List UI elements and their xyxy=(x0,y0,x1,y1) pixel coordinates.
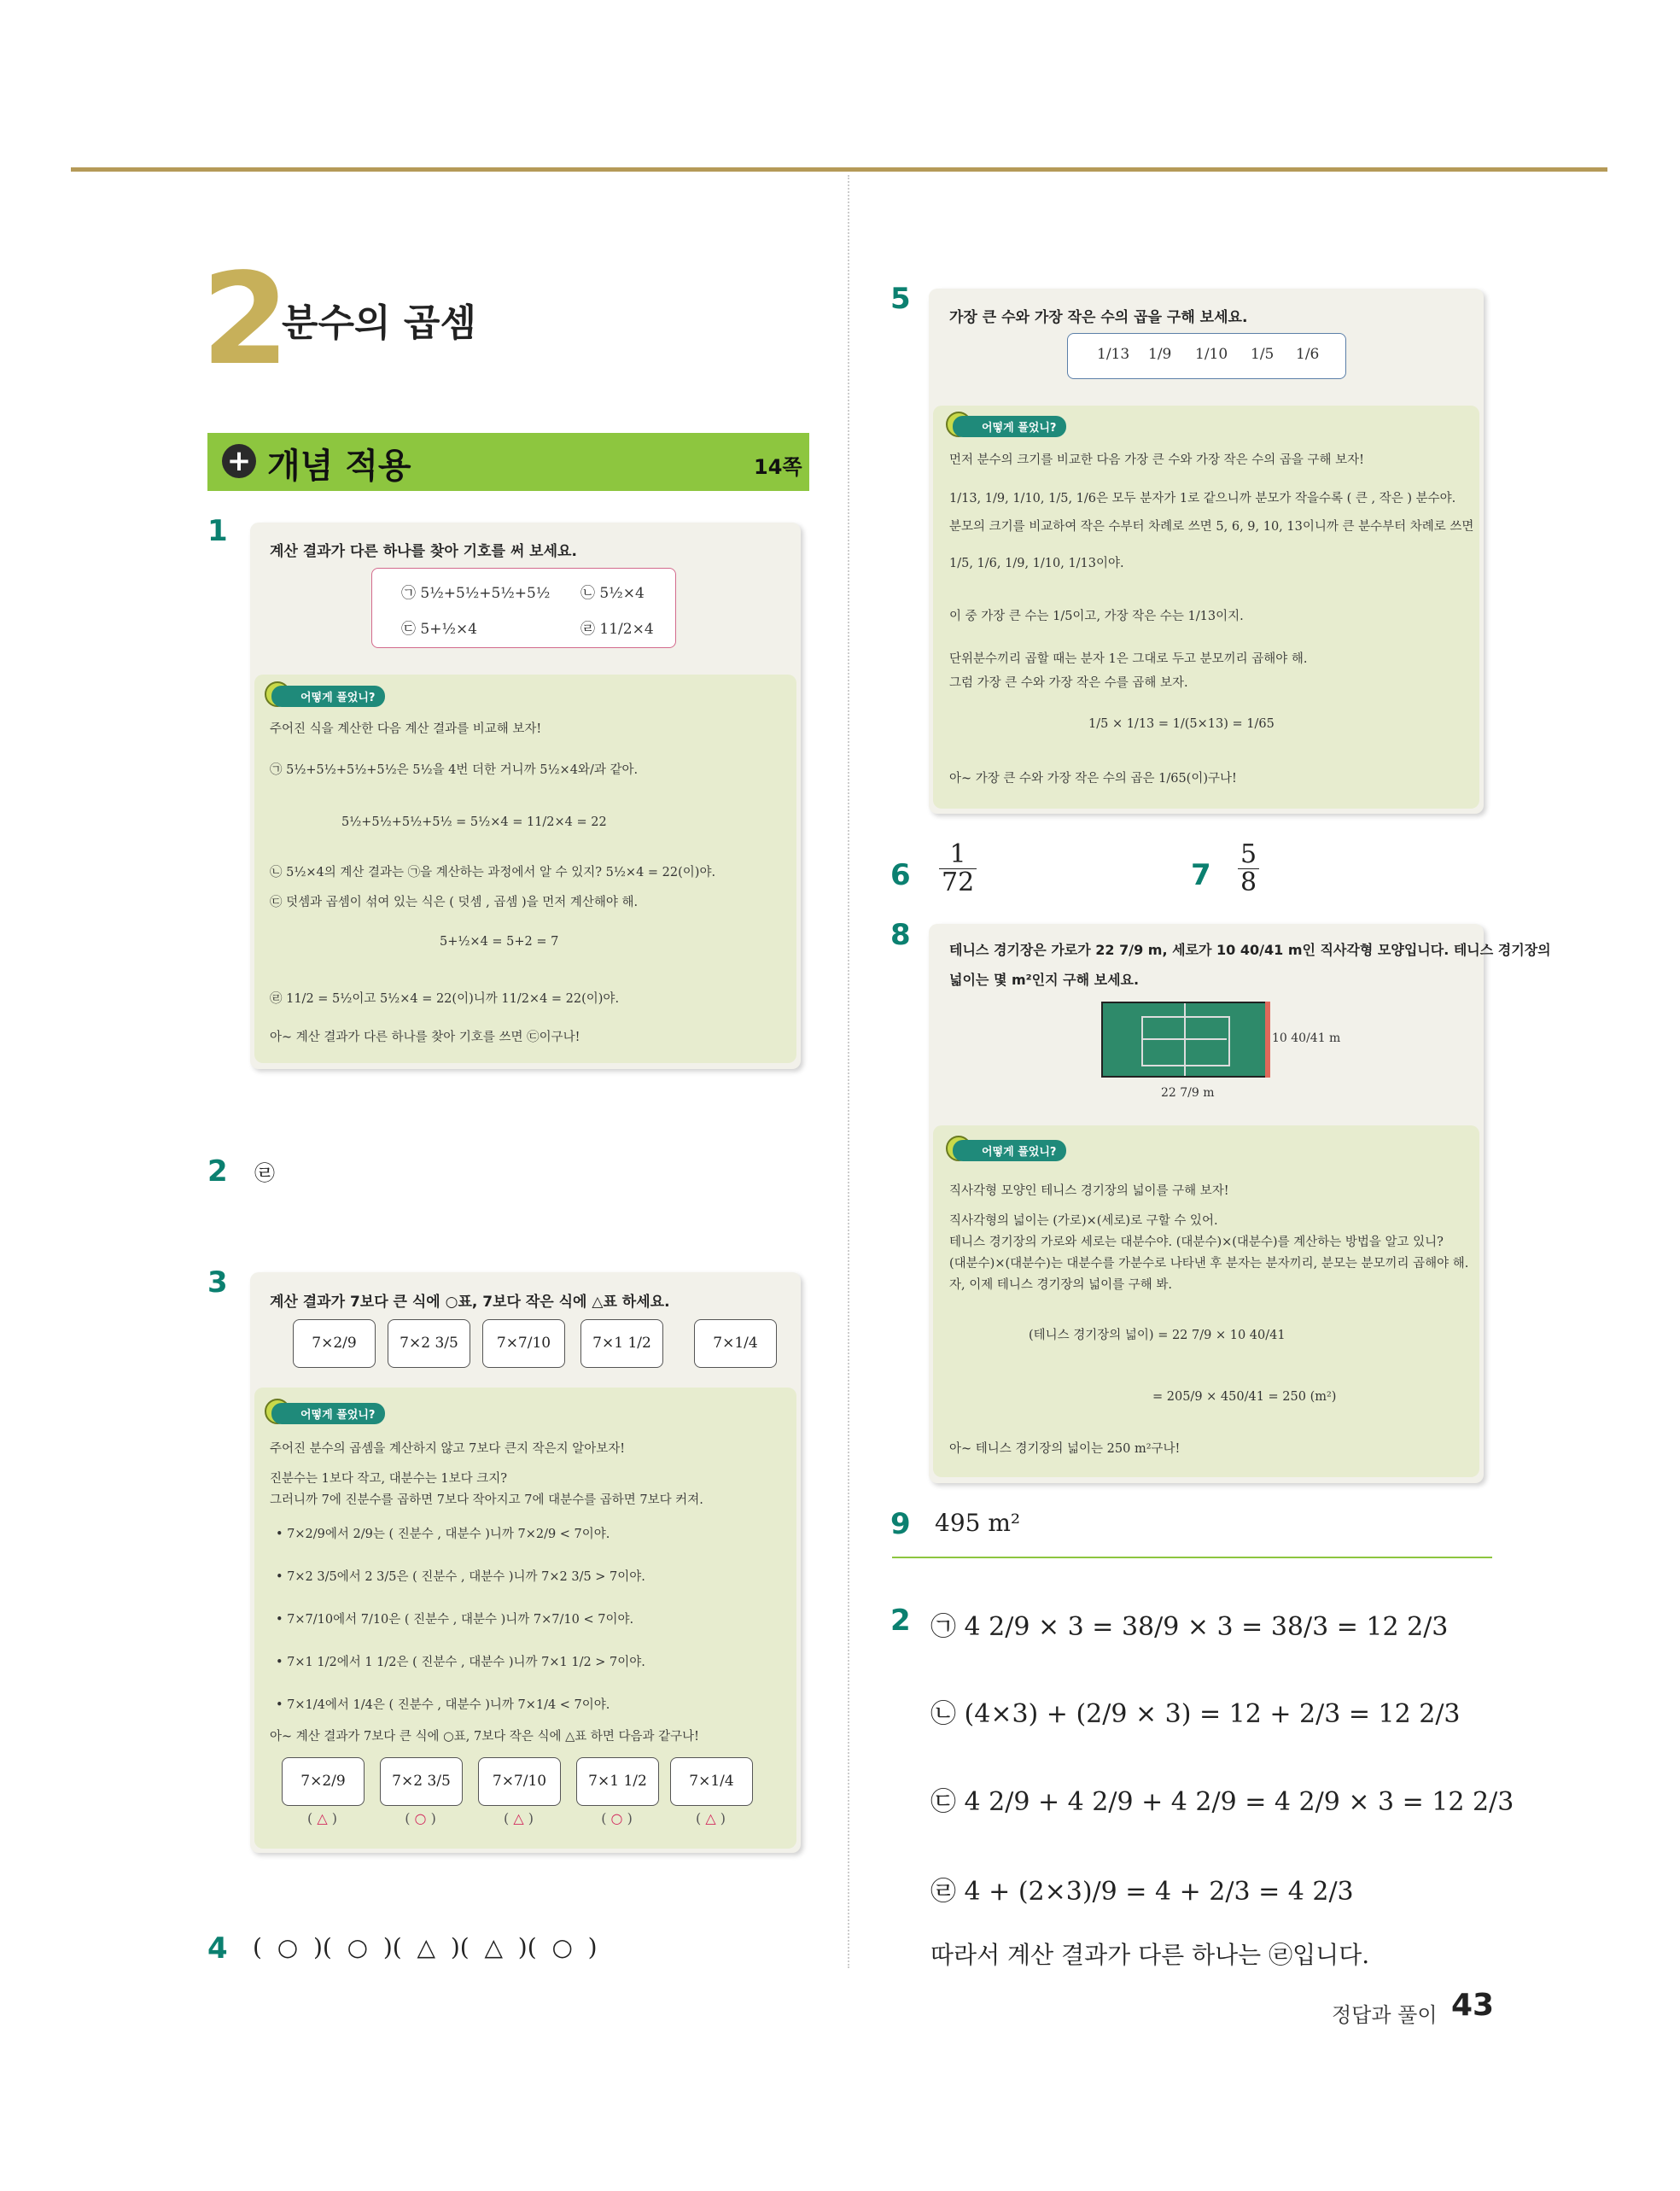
worked-line-b: ㉡ (4×3) + (2/9 × 3) = 12 + 2/3 = 12 2/3 xyxy=(930,1699,1461,1729)
expr-box: 7×1 1/2 xyxy=(580,1319,663,1368)
expr-box: 7×2/9 xyxy=(293,1319,376,1368)
solution-line: ㉣ 11/2 = 5½이고 5½×4 = 22(이)니까 11/2×4 = 22(이)야. xyxy=(270,992,620,1006)
solution-line: 진분수는 1보다 작고, 대분수는 1보다 크지? xyxy=(270,1472,507,1486)
choice-c: ㉢ 5+½×4 xyxy=(401,621,478,638)
chapter-title: 분수의 곱셈 xyxy=(282,301,476,345)
worked-line-d: ㉣ 4 + (2×3)/9 = 4 + 2/3 = 4 2/3 xyxy=(930,1877,1354,1907)
solution-line: 1/13, 1/9, 1/10, 1/5, 1/6은 모두 분자가 1로 같으니까 분모가 작을수록 ( 큰 , 작은 ) 분수야. xyxy=(949,492,1456,505)
solution-line: 아~ 테니스 경기장의 넓이는 250 m²구나! xyxy=(949,1442,1181,1456)
solution-line: 1/5 × 1/13 = 1/(5×13) = 1/65 xyxy=(1088,717,1275,731)
expr-box: 7×7/10 xyxy=(478,1757,561,1806)
how-badge: 어떻게 풀었니? xyxy=(271,1403,385,1424)
expr-box: 7×7/10 xyxy=(482,1319,565,1368)
separator-line xyxy=(892,1557,1492,1558)
solution-line: 5+½×4 = 5+2 = 7 xyxy=(440,935,559,949)
solution-line: = 205/9 × 450/41 = 250 (m²) xyxy=(1152,1390,1337,1404)
problem-6-answer: $\frac{1}{72}$ xyxy=(939,841,977,896)
expr-box: 7×2 3/5 xyxy=(380,1757,463,1806)
solution-line: 단위분수끼리 곱할 때는 분자 1은 그대로 두고 분모끼리 곱해야 해. xyxy=(949,652,1308,666)
value: 1/6 xyxy=(1296,346,1320,363)
problem-number: 2 xyxy=(890,1604,911,1638)
expr-box: 7×2 3/5 xyxy=(388,1319,470,1368)
column-divider xyxy=(848,175,849,1968)
problem-number: 6 xyxy=(890,858,911,892)
problem-2-answer: ㉣ xyxy=(254,1161,275,1185)
problem-number: 4 xyxy=(207,1931,228,1966)
solution-line: 그럼 가장 큰 수와 가장 작은 수를 곱해 보자. xyxy=(949,676,1188,690)
problem-8-solution xyxy=(933,1125,1479,1477)
solution-line: 분모의 크기를 비교하여 작은 수부터 차례로 쓰면 5, 6, 9, 10, 13이니까 큰 분수부터 차례로 쓰면 xyxy=(949,520,1474,534)
solution-line: 그러니까 7에 진분수를 곱하면 7보다 작아지고 7에 대분수를 곱하면 7보다 커져. xyxy=(270,1493,703,1507)
problem-number: 1 xyxy=(207,514,228,548)
solution-line: 자, 이제 테니스 경기장의 넓이를 구해 봐. xyxy=(949,1278,1172,1292)
value: 1/13 xyxy=(1097,346,1130,363)
worked-conclusion: 따라서 계산 결과가 다른 하나는 ㉣입니다. xyxy=(930,1941,1370,1969)
solution-line: ㉠ 5½+5½+5½+5½은 5½을 4번 더한 거니까 5½×4와/과 같아. xyxy=(270,763,639,777)
solution-line: • 7×1/4에서 1/4은 ( 진분수 , 대분수 )니까 7×1/4 < 7이야. xyxy=(276,1698,610,1712)
solution-line: 테니스 경기장의 가로와 세로는 대분수야. (대분수)×(대분수)를 계산하는 방법을 알고 있니? xyxy=(949,1236,1444,1249)
footer-label: 정답과 풀이 xyxy=(1332,2003,1438,2027)
value: 1/9 xyxy=(1148,346,1172,363)
problem-1-question: 계산 결과가 다른 하나를 찾아 기호를 써 보세요. xyxy=(270,543,577,560)
worked-line-a: ㉠ 4 2/9 × 3 = 38/9 × 3 = 38/3 = 12 2/3 xyxy=(930,1612,1449,1642)
problem-7-answer: $\frac{5}{8}$ xyxy=(1238,841,1259,896)
how-badge: 어떻게 풀었니? xyxy=(953,416,1066,437)
height-marker xyxy=(1265,1002,1270,1078)
problem-number: 7 xyxy=(1191,858,1211,892)
solution-line: 이 중 가장 큰 수는 1/5이고, 가장 작은 수는 1/13이지. xyxy=(949,610,1244,623)
top-rule xyxy=(71,167,1607,172)
problem-number: 9 xyxy=(890,1507,911,1541)
court-width-label: 22 7/9 m xyxy=(1161,1086,1215,1100)
tennis-court-image xyxy=(1101,1002,1267,1078)
court-height-label: 10 40/41 m xyxy=(1272,1031,1341,1045)
problem-9-answer: 495 m² xyxy=(935,1509,1021,1537)
solution-line: 아~ 계산 결과가 7보다 큰 식에 ○표, 7보다 작은 식에 △표 하면 다음과 같구나! xyxy=(270,1730,699,1744)
solution-line: 먼저 분수의 크기를 비교한 다음 가장 큰 수와 가장 작은 수의 곱을 구해 보자! xyxy=(949,453,1364,467)
problem-number: 2 xyxy=(207,1154,228,1189)
solution-line: • 7×2/9에서 2/9는 ( 진분수 , 대분수 )니까 7×2/9 < 7이야. xyxy=(276,1528,610,1541)
value: 1/5 xyxy=(1251,346,1275,363)
solution-line: 1/5, 1/6, 1/9, 1/10, 1/13이야. xyxy=(949,557,1124,570)
page-number: 43 xyxy=(1451,1988,1495,2023)
solution-line: 아~ 계산 결과가 다른 하나를 찾아 기호를 쓰면 ㉢이구나! xyxy=(270,1031,580,1044)
solution-line: • 7×2 3/5에서 2 3/5은 ( 진분수 , 대분수 )니까 7×2 3/5 > 7이야. xyxy=(276,1570,645,1584)
problem-3-question: 계산 결과가 7보다 큰 식에 ○표, 7보다 작은 식에 △표 하세요. xyxy=(270,1294,670,1311)
mark: ( △ ) xyxy=(307,1810,337,1826)
solution-line: • 7×1 1/2에서 1 1/2은 ( 진분수 , 대분수 )니까 7×1 1/2 > 7이야. xyxy=(276,1656,645,1669)
choice-d: ㉣ 11/2×4 xyxy=(580,621,654,638)
solution-line: 직사각형 모양인 테니스 경기장의 넓이를 구해 보자! xyxy=(949,1184,1229,1198)
solution-line: 아~ 가장 큰 수와 가장 작은 수의 곱은 1/65(이)구나! xyxy=(949,772,1237,786)
worked-line-c: ㉢ 4 2/9 + 4 2/9 + 4 2/9 = 4 2/9 × 3 = 12 2/3 xyxy=(930,1787,1514,1817)
solution-line: • 7×7/10에서 7/10은 ( 진분수 , 대분수 )니까 7×7/10 < 7이야. xyxy=(276,1613,634,1627)
problem-number: 5 xyxy=(890,282,911,316)
section-page-ref: 14쪽 xyxy=(754,455,802,479)
solution-line: ㉡ 5½×4의 계산 결과는 ㉠을 계산하는 과정에서 알 수 있지? 5½×4 = 22(이)야. xyxy=(270,866,716,879)
choice-a: ㉠ 5½+5½+5½+5½ xyxy=(401,585,551,602)
section-title: 개념 적용 xyxy=(267,447,411,486)
how-badge: 어떻게 풀었니? xyxy=(271,686,385,707)
mark: ( ○ ) xyxy=(601,1810,633,1826)
solution-line: ㉢ 덧셈과 곱셈이 섞여 있는 식은 ( 덧셈 , 곱셈 )을 먼저 계산해야 해. xyxy=(270,896,639,909)
mark: ( △ ) xyxy=(504,1810,534,1826)
value: 1/10 xyxy=(1195,346,1228,363)
problem-5-question: 가장 큰 수와 가장 작은 수의 곱을 구해 보세요. xyxy=(949,309,1248,326)
choice-b: ㉡ 5½×4 xyxy=(580,585,645,602)
solution-line: (대분수)×(대분수)는 대분수를 가분수로 나타낸 후 분자는 분자끼리, 분모는 분모끼리 곱해야 해. xyxy=(949,1257,1469,1271)
problem-8-question: 테니스 경기장은 가로가 22 7/9 m, 세로가 10 40/41 m인 직사각형 모양입니다. 테니스 경기장의 xyxy=(949,942,1551,958)
solution-line: (테니스 경기장의 넓이) = 22 7/9 × 10 40/41 xyxy=(1029,1329,1286,1342)
expr-box: 7×2/9 xyxy=(282,1757,365,1806)
problem-number: 8 xyxy=(890,918,911,952)
solution-line: 직사각형의 넓이는 (가로)×(세로)로 구할 수 있어. xyxy=(949,1214,1218,1228)
mark: ( ○ ) xyxy=(405,1810,436,1826)
solution-line: 주어진 분수의 곱셈을 계산하지 않고 7보다 큰지 작은지 알아보자! xyxy=(270,1442,626,1456)
solution-line: 주어진 식을 계산한 다음 계산 결과를 비교해 보자! xyxy=(270,722,542,736)
problem-number: 3 xyxy=(207,1265,228,1300)
problem-4-answer: ( ○ )( ○ )( △ )( △ )( ○ ) xyxy=(253,1933,598,1961)
expr-box: 7×1 1/2 xyxy=(576,1757,659,1806)
chapter-number: 2 xyxy=(201,246,289,393)
how-badge: 어떻게 풀었니? xyxy=(953,1140,1066,1161)
plus-icon: + xyxy=(222,444,256,478)
expr-box: 7×1/4 xyxy=(670,1757,753,1806)
expr-box: 7×1/4 xyxy=(694,1319,777,1368)
solution-line: 5½+5½+5½+5½ = 5½×4 = 11/2×4 = 22 xyxy=(341,815,607,829)
mark: ( △ ) xyxy=(696,1810,726,1826)
problem-8-question: 넓이는 몇 m²인지 구해 보세요. xyxy=(949,972,1140,988)
